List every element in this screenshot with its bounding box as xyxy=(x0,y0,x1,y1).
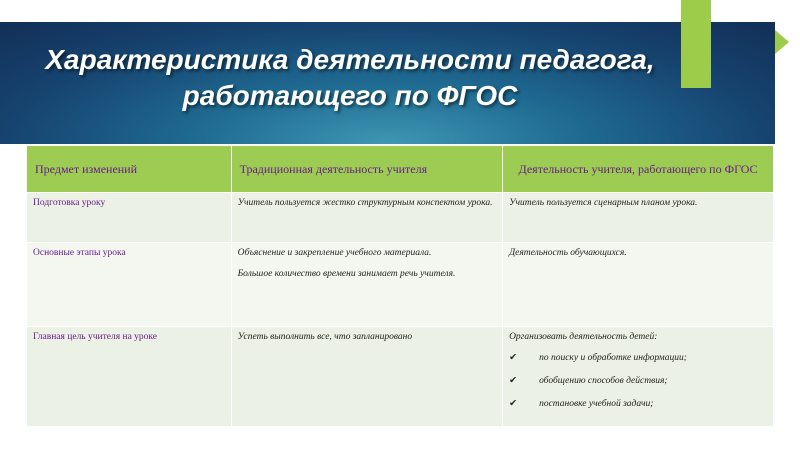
row-fgos xyxy=(503,193,774,243)
check-icon: ✔ xyxy=(509,399,518,409)
row-traditional xyxy=(231,243,502,327)
row-fgos-text: Учитель пользуется сценарным планом урока. xyxy=(509,198,698,208)
row-traditional xyxy=(231,193,502,243)
header-traditional: Традиционная деятельность учителя xyxy=(231,146,502,193)
row-traditional xyxy=(231,327,502,427)
fgos-bullet-list xyxy=(509,352,767,411)
row-subject: Подготовка уроку xyxy=(27,193,231,243)
title-line-1: Характеристика деятельности педагога, xyxy=(45,44,655,75)
header-fgos: Деятельность учителя, работающего по ФГОС xyxy=(503,146,774,193)
row-traditional-text: Большое количество времени занимает речь учителя. xyxy=(237,269,456,279)
check-icon: ✔ xyxy=(509,376,518,386)
row-traditional-text: Объяснение и закрепление учебного материала. xyxy=(237,248,432,258)
slide-title xyxy=(30,42,670,114)
row-fgos xyxy=(503,327,774,427)
accent-bar xyxy=(681,0,711,88)
list-item xyxy=(509,375,767,388)
row-traditional-text: Успеть выполнить все, что запланировано xyxy=(237,332,413,342)
list-item-text: постановке учебной задачи; xyxy=(539,399,654,409)
table-row xyxy=(27,327,774,427)
list-item xyxy=(509,398,767,411)
list-item xyxy=(509,352,767,365)
comparison-table xyxy=(27,146,774,427)
row-traditional-text: Учитель пользуется жестко структурным конспектом урока. xyxy=(237,198,493,208)
list-item-text: по поиску и обработке информации; xyxy=(539,353,687,363)
title-line-2: работающего по ФГОС xyxy=(182,80,518,111)
table-header-row xyxy=(27,146,774,193)
accent-arrow xyxy=(775,30,789,54)
header-subject: Предмет изменений xyxy=(27,146,231,193)
table-row xyxy=(27,243,774,327)
row-fgos xyxy=(503,243,774,327)
list-item-text: обобщению способов действия; xyxy=(539,376,668,386)
check-icon: ✔ xyxy=(509,353,518,363)
row-subject: Главная цель учителя на уроке xyxy=(27,327,231,427)
table-row xyxy=(27,193,774,243)
row-fgos-text: Деятельность обучающихся. xyxy=(509,248,627,258)
row-subject: Основные этапы урока xyxy=(27,243,231,327)
row-fgos-text: Организовать деятельность детей: xyxy=(509,332,658,342)
